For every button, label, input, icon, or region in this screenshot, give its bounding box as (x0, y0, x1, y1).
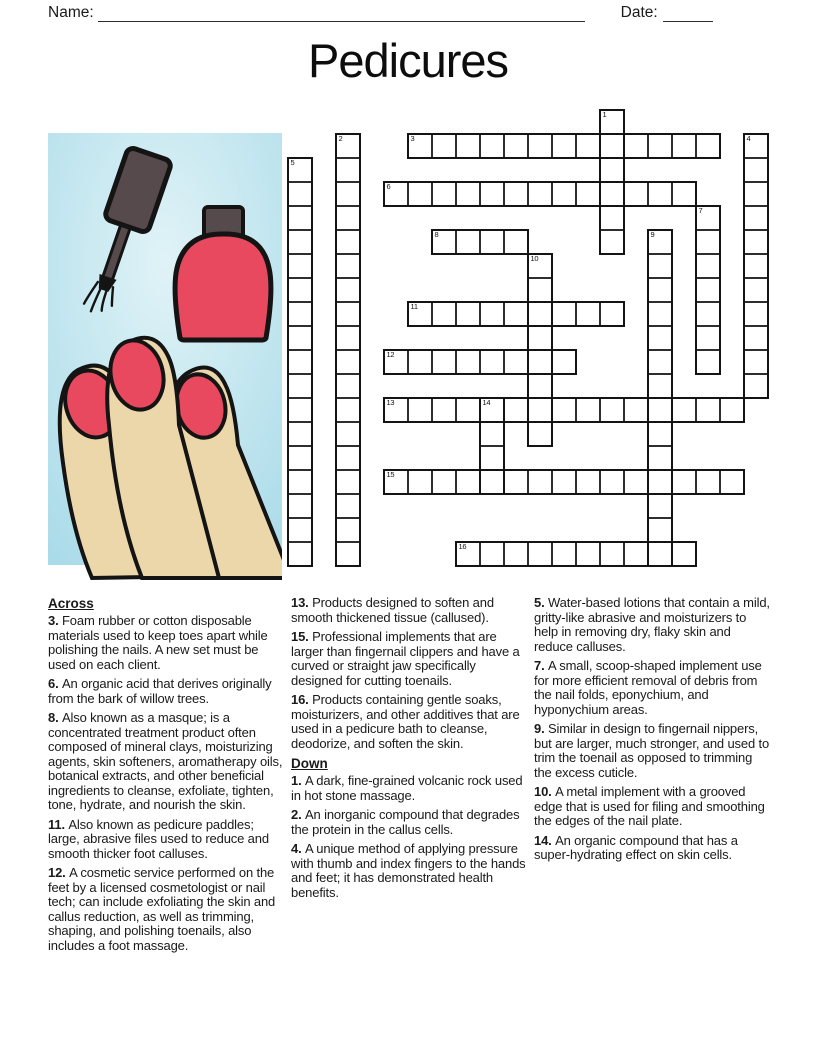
crossword-cell[interactable] (648, 374, 672, 398)
crossword-cell[interactable] (624, 542, 648, 566)
clue-number: 9. (534, 721, 549, 736)
crossword-cell[interactable] (672, 182, 696, 206)
crossword-cell[interactable] (504, 182, 528, 206)
clue-item: 15. Professional implements that are larger than fingernail clippers and have a curved or straight jaw specifically designed for cutting toenails. (291, 629, 520, 688)
clue-item: 2. An inorganic compound that degrades the protein in the callus cells. (291, 807, 520, 837)
crossword-cell[interactable] (696, 470, 720, 494)
crossword-cell[interactable] (552, 134, 576, 158)
crossword-cell[interactable] (528, 374, 552, 398)
clue-item: 8. Also known as a masque; is a concentrated treatment product often composed of mineral clays, moisturizing agents, skin softeners, aromatherapy oils, botanical extracts, and other beneficial ingredients to cleanse, exfoliate, tighten, tone, hydrate, and nourish the skin. (48, 710, 283, 812)
cell-number: 9 (650, 230, 655, 239)
crossword-cell[interactable] (504, 134, 528, 158)
crossword-cell[interactable] (744, 278, 768, 302)
crossword-cell[interactable] (408, 398, 432, 422)
crossword-cell[interactable] (648, 470, 672, 494)
clue-item: 7. A small, scoop-shaped implement use for more efficient removal of debris from the nail folds, eponychium, and hyponychium areas. (534, 658, 762, 717)
crossword-cell[interactable] (744, 302, 768, 326)
clue-number: 3. (48, 613, 63, 628)
crossword-cell[interactable] (648, 182, 672, 206)
clue-column (48, 596, 284, 958)
crossword-cell[interactable] (432, 398, 456, 422)
crossword-cell[interactable] (336, 254, 360, 278)
crossword-cell[interactable] (576, 134, 600, 158)
crossword-cell[interactable] (528, 542, 552, 566)
cell-number: 2 (338, 134, 343, 143)
crossword-cell[interactable] (648, 542, 672, 566)
clue-item: 4. A unique method of applying pressure with thumb and index fingers to the hands and feet; it has demonstrated health benefits. (291, 841, 526, 900)
crossword-cell[interactable] (504, 398, 528, 422)
clue-item: 5. Water-based lotions that contain a mild, gritty-like abrasive and moisturizers to help in removing dry, flaky skin and reduce calluses. (534, 595, 770, 654)
crossword-cell[interactable] (456, 470, 480, 494)
crossword-cell[interactable] (648, 350, 672, 374)
crossword-cell[interactable] (288, 398, 312, 422)
crossword-cell[interactable] (288, 230, 312, 254)
crossword-cell[interactable] (672, 398, 696, 422)
pedicure-illustration (48, 133, 282, 581)
crossword-cell[interactable] (336, 422, 360, 446)
crossword-cell[interactable] (600, 542, 624, 566)
crossword-cell[interactable] (648, 326, 672, 350)
crossword-cell[interactable] (288, 278, 312, 302)
crossword-cell[interactable] (600, 134, 624, 158)
crossword-cell[interactable] (528, 398, 552, 422)
crossword-cell[interactable] (600, 230, 624, 254)
clues-section (48, 596, 769, 958)
crossword-cell[interactable] (384, 182, 408, 206)
clue-item: 9. Similar in design to fingernail nippers, but are larger, much stronger, and used to trim the toenail as opposed to trimming the excess cuticle. (534, 721, 770, 780)
clue-number: 11. (48, 816, 69, 832)
crossword-cell[interactable] (288, 350, 312, 374)
cell-number: 12 (386, 350, 395, 359)
cell-number: 6 (386, 182, 391, 191)
crossword-cell[interactable] (624, 134, 648, 158)
crossword-cell[interactable] (600, 182, 624, 206)
crossword-cell[interactable] (624, 182, 648, 206)
crossword-cell[interactable] (288, 302, 312, 326)
crossword-cell[interactable] (480, 422, 504, 446)
crossword-cell[interactable] (576, 302, 600, 326)
crossword-cell[interactable] (696, 254, 720, 278)
crossword-cell[interactable] (672, 542, 696, 566)
crossword-cell[interactable] (336, 158, 360, 182)
crossword-cell[interactable] (744, 374, 768, 398)
cell-number: 11 (410, 302, 418, 311)
crossword-cell[interactable] (600, 206, 624, 230)
clue-column (534, 596, 770, 958)
crossword-cell[interactable] (432, 134, 456, 158)
cell-number: 8 (434, 230, 439, 239)
crossword-cell[interactable] (552, 398, 576, 422)
crossword-cell[interactable] (504, 470, 528, 494)
crossword-cell[interactable] (648, 278, 672, 302)
crossword-cell[interactable] (408, 302, 432, 326)
crossword-cell[interactable] (456, 302, 480, 326)
crossword-cell[interactable] (288, 518, 312, 542)
crossword-cell[interactable] (504, 350, 528, 374)
clue-number: 8. (48, 710, 63, 725)
crossword-cell[interactable] (336, 230, 360, 254)
cell-number: 4 (746, 134, 751, 143)
clue-number: 7. (534, 658, 549, 673)
crossword-cell[interactable] (480, 470, 504, 494)
crossword-cell[interactable] (336, 134, 360, 158)
crossword-cell[interactable] (528, 278, 552, 302)
crossword-cell[interactable] (336, 494, 360, 518)
crossword-cell[interactable] (456, 398, 480, 422)
crossword-cell[interactable] (432, 182, 456, 206)
clue-item: 14. An organic compound that has a super-hydrating effect on skin cells. (534, 832, 738, 862)
crossword-cell[interactable] (648, 446, 672, 470)
crossword-cell[interactable] (600, 110, 624, 134)
clue-number: 13. (291, 595, 313, 610)
crossword-cell[interactable] (456, 350, 480, 374)
crossword-cell[interactable] (456, 134, 480, 158)
crossword-cell[interactable] (288, 470, 312, 494)
crossword-cell[interactable] (480, 398, 504, 422)
crossword-cell[interactable] (336, 518, 360, 542)
clue-item: 10. A metal implement with a grooved edge that is used for filing and smoothing the edges of the nail plate. (534, 784, 765, 828)
crossword-cell[interactable] (432, 230, 456, 254)
crossword-cell[interactable] (744, 206, 768, 230)
crossword-cell[interactable] (696, 134, 720, 158)
crossword-cell[interactable] (744, 350, 768, 374)
crossword-cell[interactable] (432, 302, 456, 326)
crossword-cell[interactable] (744, 326, 768, 350)
crossword-cell[interactable] (648, 494, 672, 518)
crossword-cell[interactable] (624, 398, 648, 422)
clue-number: 14. (534, 832, 556, 848)
crossword-cell[interactable] (504, 230, 528, 254)
crossword-cell[interactable] (480, 134, 504, 158)
crossword-cell[interactable] (552, 470, 576, 494)
clue-section-header: Down (291, 756, 328, 771)
crossword-cell[interactable] (336, 278, 360, 302)
name-input-line[interactable] (98, 4, 585, 22)
crossword-cell[interactable] (528, 302, 552, 326)
clue-item: 11. Also known as pedicure paddles; large, abrasive files used to reduce and smooth thicker foot calluses. (48, 816, 269, 861)
date-label: Date: (620, 4, 658, 21)
cell-number: 3 (410, 134, 415, 143)
crossword-cell[interactable] (336, 446, 360, 470)
crossword-cell[interactable] (408, 470, 432, 494)
cell-number: 14 (482, 398, 491, 407)
clue-item: 6. An organic acid that derives originally from the bark of willow trees. (48, 676, 272, 706)
crossword-cell[interactable] (552, 350, 576, 374)
crossword-cell[interactable] (696, 302, 720, 326)
crossword-cell[interactable] (600, 470, 624, 494)
crossword-cell[interactable] (648, 254, 672, 278)
crossword-cell[interactable] (528, 182, 552, 206)
crossword-cell[interactable] (336, 398, 360, 422)
crossword-cell[interactable] (288, 206, 312, 230)
crossword-cell[interactable] (432, 350, 456, 374)
clue-item: 3. Foam rubber or cotton disposable materials used to keep toes apart while polishing the nails. A new set must be used on each client. (48, 613, 268, 672)
crossword-cell[interactable] (744, 158, 768, 182)
header-row (48, 3, 716, 22)
crossword-cell[interactable] (576, 398, 600, 422)
cell-number: 10 (530, 254, 539, 263)
crossword-cell[interactable] (672, 470, 696, 494)
crossword-cell[interactable] (288, 542, 312, 566)
crossword-cell[interactable] (696, 206, 720, 230)
crossword-cell[interactable] (744, 182, 768, 206)
crossword-cell[interactable] (384, 470, 408, 494)
name-label: Name: (48, 4, 94, 21)
page-title: Pedicures (308, 34, 508, 87)
crossword-cell[interactable] (648, 398, 672, 422)
date-input-line[interactable] (663, 4, 713, 22)
crossword-cell[interactable] (696, 326, 720, 350)
crossword-cell[interactable] (600, 158, 624, 182)
crossword-cell[interactable] (480, 302, 504, 326)
crossword-cell[interactable] (480, 446, 504, 470)
crossword-cell[interactable] (528, 422, 552, 446)
cell-number: 13 (386, 398, 395, 407)
clue-item: 13. Products designed to soften and smooth thickened tissue (callused). (291, 595, 494, 625)
clue-number: 4. (291, 841, 306, 856)
crossword-cell[interactable] (480, 182, 504, 206)
crossword-cell[interactable] (552, 182, 576, 206)
crossword-cell[interactable] (624, 470, 648, 494)
crossword-cell[interactable] (600, 398, 624, 422)
crossword-cell[interactable] (744, 134, 768, 158)
crossword-cell[interactable] (456, 542, 480, 566)
clue-number: 6. (48, 676, 63, 691)
crossword-cell[interactable] (288, 254, 312, 278)
crossword-cell[interactable] (288, 158, 312, 182)
crossword-cell[interactable] (648, 134, 672, 158)
clue-number: 2. (291, 807, 306, 822)
crossword-cell[interactable] (552, 302, 576, 326)
crossword-cell[interactable] (336, 470, 360, 494)
clue-item: 1. A dark, fine-grained volcanic rock used in hot stone massage. (291, 773, 523, 803)
crossword-cell[interactable] (576, 182, 600, 206)
clue-number: 5. (534, 595, 549, 610)
crossword-cell[interactable] (600, 302, 624, 326)
crossword-cell[interactable] (336, 542, 360, 566)
crossword-cell[interactable] (648, 518, 672, 542)
crossword-cell[interactable] (696, 398, 720, 422)
clue-number: 1. (291, 773, 306, 788)
crossword-grid (288, 110, 769, 567)
crossword-cell[interactable] (648, 230, 672, 254)
crossword-cell[interactable] (408, 134, 432, 158)
clue-section-header: Across (48, 596, 94, 611)
crossword-cell[interactable] (504, 302, 528, 326)
cell-number: 5 (290, 158, 295, 167)
crossword-cell[interactable] (696, 230, 720, 254)
crossword-cell[interactable] (648, 302, 672, 326)
crossword-cell[interactable] (288, 182, 312, 206)
crossword-cell[interactable] (744, 254, 768, 278)
crossword-cell[interactable] (480, 542, 504, 566)
crossword-cell[interactable] (480, 230, 504, 254)
crossword-cell[interactable] (528, 134, 552, 158)
crossword-cell[interactable] (552, 542, 576, 566)
crossword-cell[interactable] (696, 278, 720, 302)
crossword-cell[interactable] (336, 182, 360, 206)
clue-number: 12. (48, 865, 70, 880)
crossword-cell[interactable] (696, 350, 720, 374)
crossword-cell[interactable] (504, 542, 528, 566)
crossword-cell[interactable] (528, 254, 552, 278)
crossword-cell[interactable] (384, 350, 408, 374)
crossword-cell[interactable] (384, 398, 408, 422)
crossword-cell[interactable] (720, 398, 744, 422)
crossword-cell[interactable] (456, 182, 480, 206)
crossword-cell[interactable] (744, 230, 768, 254)
crossword-cell[interactable] (336, 302, 360, 326)
crossword-cell[interactable] (672, 134, 696, 158)
cell-number: 7 (698, 206, 703, 215)
crossword-cell[interactable] (408, 350, 432, 374)
clue-item: 16. Products containing gentle soaks, moisturizers, and other additives that are used in a pedicure bath to cleanse, deodorize, and soften the skin. (291, 692, 520, 751)
crossword-cell[interactable] (456, 230, 480, 254)
clue-item: 12. A cosmetic service performed on the feet by a licensed cosmetologist or nail tech; can include exfoliating the skin and callus reduction, as well as trimming, shaping, and polishing toenails, also includes a foot massage. (48, 865, 276, 953)
crossword-cell[interactable] (576, 542, 600, 566)
crossword-cell[interactable] (528, 470, 552, 494)
crossword-cell[interactable] (336, 374, 360, 398)
crossword-cell[interactable] (432, 470, 456, 494)
clue-number: 16. (291, 692, 313, 707)
crossword-cell[interactable] (288, 494, 312, 518)
crossword-cell[interactable] (288, 422, 312, 446)
cell-number: 15 (386, 470, 395, 479)
clue-number: 10. (534, 784, 556, 799)
cell-number: 16 (458, 542, 467, 551)
crossword-cell[interactable] (336, 206, 360, 230)
crossword-cell[interactable] (648, 422, 672, 446)
clue-column (291, 596, 527, 958)
crossword-cell[interactable] (528, 326, 552, 350)
crossword-cell[interactable] (408, 182, 432, 206)
crossword-cell[interactable] (576, 470, 600, 494)
crossword-cell[interactable] (288, 326, 312, 350)
crossword-cell[interactable] (288, 374, 312, 398)
crossword-cell[interactable] (336, 326, 360, 350)
cell-number: 1 (602, 110, 607, 119)
crossword-cell[interactable] (720, 470, 744, 494)
crossword-cell[interactable] (528, 350, 552, 374)
crossword-cell[interactable] (480, 350, 504, 374)
crossword-cell[interactable] (336, 350, 360, 374)
crossword-cell[interactable] (288, 446, 312, 470)
clue-number: 15. (291, 629, 313, 644)
